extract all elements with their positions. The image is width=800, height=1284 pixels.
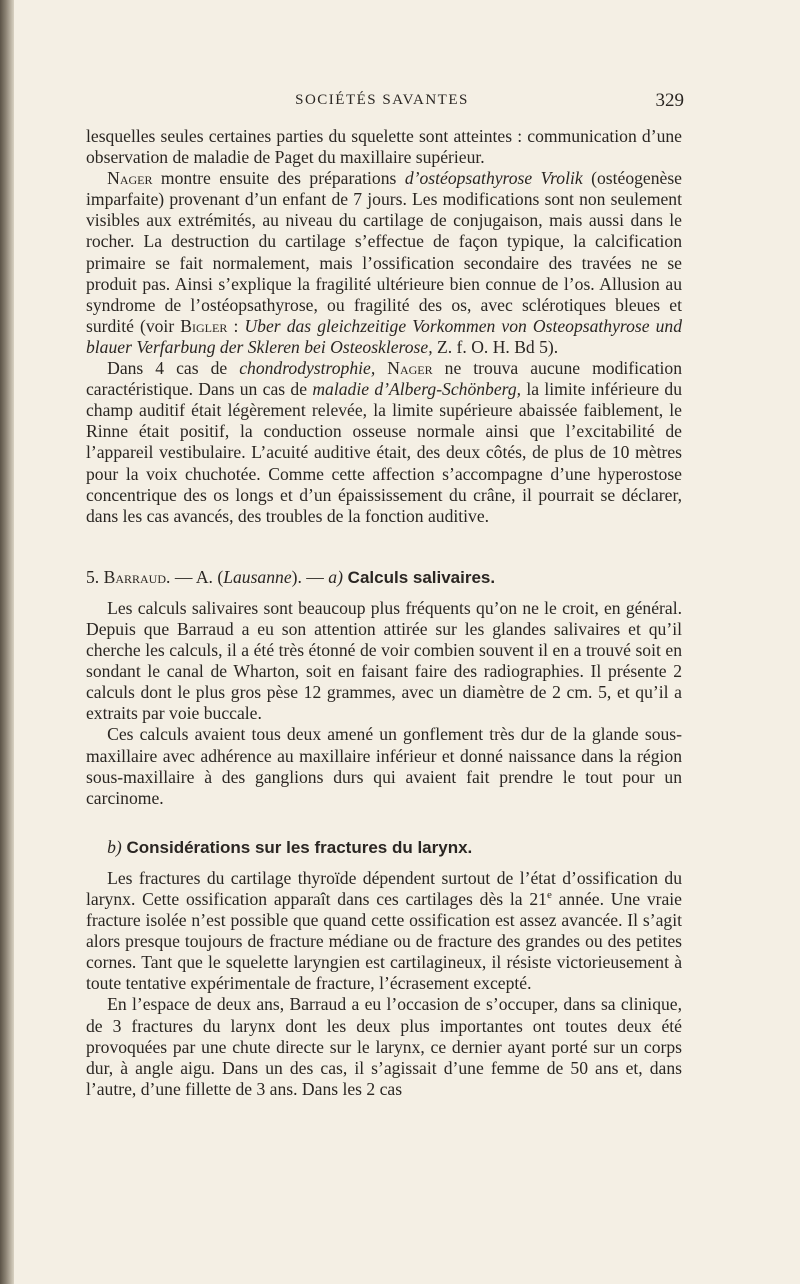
- page-header: [80, 90, 684, 114]
- subsection-letter: a): [328, 566, 343, 587]
- text-run: . — A. (: [166, 566, 224, 587]
- paragraph-chondrodystrophie: [86, 358, 682, 527]
- heading-title: Considérations sur les fractures du larynx.: [121, 837, 473, 857]
- section-heading-calculs: [86, 567, 682, 588]
- italic-term: maladie d’Alberg-Schönberg,: [312, 379, 522, 400]
- heading-title: Calculs salivaires.: [342, 567, 496, 587]
- author-name: Bigler: [180, 315, 228, 336]
- paragraph-fractures-1: [86, 868, 682, 995]
- text-run: Z. f. O. H. Bd 5).: [432, 336, 559, 357]
- place-name: Lausanne: [223, 566, 292, 587]
- paragraph-calculs-1: Les calculs salivaires sont beaucoup plus fréquents qu’on ne le croit, en général. Depuis que Barraud a eu son attention attirée sur les glandes salivaires et qu’il cherche les calculs, il a été très étonné de voir combien souvent il en a trouvé soit en sondant le canal de Wharton, soit en faisant faire des radiographies. Il présente 2 calculs dont le plus gros pèse 12 grammes, avec un diamètre de 2 cm. 5, et qu’il a extraits par voie buccale.: [86, 597, 682, 724]
- paragraph-calculs-2: Ces calculs avaient tous deux amené un gonflement très dur de la glande sous-maxillaire avec adhérence au maxillaire inférieur et donné naissance dans la région sous-maxillaire à des ganglions durs qui avaient fait prendre le tout pour un carcinome.: [86, 724, 682, 808]
- text-run: (ostéogenèse imparfaite) provenant d’un enfant de 7 jours. Les modifications sont non seulement visibles aux extrémités, au niveau du cartilage de conjugaison, mais aussi dans le rocher. La destruction du cartilage s’effectue de façon typique, la calcification primaire se fait normalement, mais l’ossification secondaire des travées ne se produit pas. Ainsi s’explique la fragilité ultérieure bien connue de l’os. Allusion au syndrome de l’ostéopsathyrose, ou fragilité des os, avec sclérotiques bleues et surdité (voir: [86, 168, 682, 336]
- italic-term: d’ostéopsathyrose Vrolik: [404, 168, 583, 189]
- author-name: Barraud: [103, 566, 167, 587]
- text-run: montre ensuite des préparations: [152, 168, 405, 189]
- body-text: [86, 126, 682, 1100]
- paragraph-nager-osteopsathyrose: [86, 168, 682, 358]
- author-name: Nager: [387, 358, 433, 379]
- spacer: [86, 809, 682, 819]
- text-run: :: [227, 315, 245, 336]
- superscript: e: [546, 889, 552, 902]
- text-run: ne trouva aucune modification caractéristique. Dans un cas de: [86, 358, 682, 400]
- paragraph-fractures-2: En l’espace de deux ans, Barraud a eu l’occasion de s’occuper, dans sa clinique, de 3 fractures du larynx dont les deux plus importantes ont toutes deux été provoquées par une chute directe sur le larynx, ce dernier ayant porté sur un corps dur, à angle aigu. Dans un des cas, il s’agissait d’une femme de 50 ans et, dans l’autre, d’une fillette de 3 ans. Dans les 2 cas: [86, 994, 682, 1099]
- section-heading-fractures: [86, 837, 682, 858]
- italic-term: chondrodystrophie,: [239, 358, 376, 379]
- paragraph-continuation: lesquelles seules certaines parties du squelette sont atteintes : communication d’une observation de maladie de Paget du maxillaire supérieur.: [86, 126, 682, 168]
- spacer: [86, 527, 682, 549]
- binding-edge: [0, 0, 14, 1284]
- author-name: Nager: [107, 168, 153, 189]
- subsection-letter: b): [107, 836, 122, 857]
- text-run: année. Une vraie fracture isolée n’est possible que quand cette ossification est assez avancée. Il s’agit alors presque toujours de fracture médiane ou de fracture des grandes ou des petites cornes. Tant que le squelette laryngien est cartilagineux, il résiste victorieusement à toute tentative expérimentale de fracture, l’écrasement excepté.: [86, 889, 682, 994]
- text-run: la limite inférieure du champ auditif était légèrement relevée, la limite supérieure abaissée faiblement, le Rinne était positif, la conduction osseuse normale ainsi que l’excitabilité de l’appareil vestibulaire. L’acuité auditive était, des deux côtés, de plus de 10 mètres pour la voix chuchotée. Comme cette affection s’accompagne d’une hyperostose concentrique des os longs et d’un épaississement du crâne, il pourrait se déclarer, dans les cas avancés, des troubles de la fonction auditive.: [86, 379, 682, 526]
- section-number: 5.: [86, 566, 104, 587]
- text-run: Dans 4 cas de: [107, 358, 240, 379]
- running-head: SOCIÉTÉS SAVANTES: [295, 92, 469, 108]
- text-run: ). —: [291, 566, 329, 587]
- text-run: Les fractures du cartilage thyroïde dépendent surtout de l’état d’ossification du larynx. Cette ossification apparaît dans ces cartilages dès la 21: [86, 867, 682, 909]
- citation-title: Uber das gleichzeitige Vorkommen von Osteopsathyrose und blauer Verfarbung der Skleren bei Osteosklerose,: [86, 315, 683, 357]
- page-number: 329: [655, 90, 684, 111]
